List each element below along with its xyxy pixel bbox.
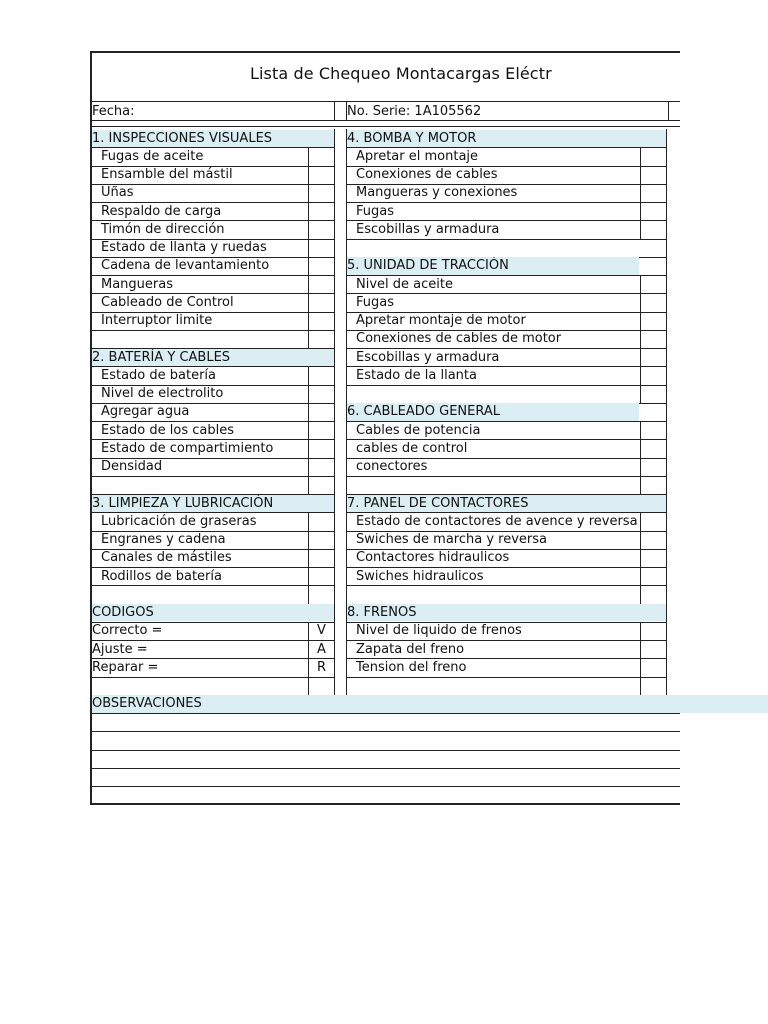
section-header: 8. FRENOS xyxy=(347,604,666,621)
check-box-line xyxy=(640,330,641,348)
col-line xyxy=(666,385,667,403)
section-header: 4. BOMBA Y MOTOR xyxy=(347,130,666,147)
checklist-item: Escobillas y armadura xyxy=(356,221,500,237)
observation-line xyxy=(92,731,680,732)
check-box-line xyxy=(640,531,641,549)
code-value: A xyxy=(317,641,326,657)
check-box-line xyxy=(640,476,641,494)
page-title: Lista de Chequeo Montacargas Eléctr xyxy=(250,64,552,83)
check-box-line xyxy=(640,312,641,330)
col-line xyxy=(666,312,667,330)
observation-line xyxy=(92,713,680,714)
checklist-item: Fugas de aceite xyxy=(101,148,204,164)
col-line xyxy=(334,439,335,457)
check-box-line xyxy=(640,184,641,202)
col-line xyxy=(334,585,335,603)
section-header: 1. INSPECCIONES VISUALES xyxy=(92,130,334,147)
col-line xyxy=(666,366,667,384)
col-line xyxy=(346,293,347,311)
check-box-line xyxy=(640,622,641,640)
check-box-line xyxy=(308,330,309,348)
checklist-item: Mangueras y conexiones xyxy=(356,185,518,201)
col-line xyxy=(666,275,667,293)
col-line xyxy=(666,512,667,530)
col-line xyxy=(334,385,335,403)
check-box-line xyxy=(308,257,309,275)
checklist-item: Swiches de marcha y reversa xyxy=(356,532,548,547)
header-divider xyxy=(668,101,669,120)
col-line xyxy=(334,567,335,585)
col-line xyxy=(346,330,347,348)
col-line xyxy=(666,147,667,165)
col-line xyxy=(346,184,347,202)
check-box-line xyxy=(308,220,309,238)
check-box-line xyxy=(308,512,309,530)
col-line xyxy=(346,585,347,603)
checklist-item: Estado de batería xyxy=(101,367,217,383)
col-line xyxy=(346,220,347,238)
check-box-line xyxy=(640,220,641,238)
checklist-item: Apretar montaje de motor xyxy=(356,313,526,328)
col-line xyxy=(346,677,347,695)
col-line xyxy=(334,494,335,512)
section-header: 6. CABLEADO GENERAL xyxy=(347,403,639,420)
header-gap-line xyxy=(92,126,680,127)
checklist-item xyxy=(347,385,665,402)
col-line xyxy=(666,220,667,238)
checklist-item: Estado de los cables xyxy=(101,422,234,438)
col-line xyxy=(334,549,335,567)
checklist-item: Estado de contactores de avence y reversa xyxy=(356,513,638,529)
col-line xyxy=(666,640,667,658)
observation-line xyxy=(92,750,680,751)
checklist-item: Zapata del freno xyxy=(356,641,465,657)
check-box-line xyxy=(308,239,309,257)
check-box-line xyxy=(308,585,309,603)
checklist-item: Respaldo de carga xyxy=(101,203,222,219)
check-box-line xyxy=(640,385,641,403)
col-line xyxy=(346,421,347,439)
col-line xyxy=(334,366,335,384)
checklist-item xyxy=(347,476,665,493)
checklist-item xyxy=(92,586,308,603)
col-line xyxy=(666,202,667,220)
col-line xyxy=(334,312,335,330)
checklist-item: Conexiones de cables xyxy=(356,167,498,182)
checklist-item: Swiches hidraulicos xyxy=(356,568,484,584)
col-line xyxy=(666,184,667,202)
checklist-item: conectores xyxy=(356,459,428,474)
col-line xyxy=(666,421,667,439)
col-line xyxy=(666,604,667,622)
col-line xyxy=(334,202,335,220)
check-box-line xyxy=(640,640,641,658)
check-box-line xyxy=(308,385,309,403)
col-line xyxy=(334,220,335,238)
checklist-item: Estado de la llanta xyxy=(356,367,477,383)
col-line xyxy=(666,293,667,311)
col-line xyxy=(334,275,335,293)
code-label: Reparar = xyxy=(92,659,159,675)
col-line xyxy=(346,166,347,184)
check-box-line xyxy=(308,549,309,567)
col-line xyxy=(334,257,335,275)
code-label: Correcto = xyxy=(92,623,163,639)
col-line xyxy=(334,147,335,165)
check-box-line xyxy=(640,677,641,695)
check-box-line xyxy=(640,202,641,220)
check-box-line xyxy=(308,293,309,311)
section-header: 5. UNIDAD DE TRACCIÓN xyxy=(347,257,639,274)
checklist-item: Cables de potencia xyxy=(356,422,481,438)
check-box-line xyxy=(308,677,309,695)
check-box-line xyxy=(640,166,641,184)
checklist-item: cables de control xyxy=(356,440,468,456)
col-line xyxy=(666,476,667,494)
checklist-item: Cadena de levantamiento xyxy=(101,258,270,274)
col-line xyxy=(334,129,335,147)
check-box-line xyxy=(308,312,309,330)
checklist-item: Conexiones de cables de motor xyxy=(356,331,562,347)
check-box-line xyxy=(640,549,641,567)
check-box-line xyxy=(308,202,309,220)
header-bottom-line xyxy=(92,120,680,121)
col-line xyxy=(334,677,335,695)
checklist-item: Escobillas y armadura xyxy=(356,349,500,365)
col-line xyxy=(346,385,347,403)
check-box-line xyxy=(308,567,309,585)
serial-label: No. Serie: 1A105562 xyxy=(347,103,482,119)
check-box-line xyxy=(640,421,641,439)
checklist-item xyxy=(347,586,665,603)
col-line xyxy=(346,604,347,622)
check-box-line xyxy=(640,567,641,585)
col-line xyxy=(666,330,667,348)
col-line xyxy=(666,658,667,676)
blank-cell xyxy=(347,239,640,256)
checklist-item: Engranes y cadena xyxy=(101,532,226,547)
header-top-line xyxy=(92,101,680,102)
col-line xyxy=(346,458,347,476)
checklist-item: Ensamble del mástil xyxy=(101,167,233,182)
col-line xyxy=(346,129,347,147)
checklist-item: Nivel de liquido de frenos xyxy=(356,623,522,639)
col-line xyxy=(334,184,335,202)
col-line xyxy=(666,166,667,184)
col-line xyxy=(666,622,667,640)
checklist-item: Mangueras xyxy=(101,276,173,292)
col-line xyxy=(334,421,335,439)
checklist-item: Contactores hidraulicos xyxy=(356,550,510,566)
checklist-item xyxy=(347,677,665,694)
checklist-item: Canales de mástiles xyxy=(101,550,232,566)
checklist-item: Agregar agua xyxy=(101,404,190,420)
date-label: Fecha: xyxy=(92,103,135,119)
col-line xyxy=(346,239,347,257)
checklist-item xyxy=(92,330,308,347)
col-line xyxy=(346,202,347,220)
check-box-line xyxy=(308,640,309,658)
checklist-item: Nivel de electrolito xyxy=(101,386,224,401)
check-box-line xyxy=(308,439,309,457)
col-line xyxy=(346,147,347,165)
col-line xyxy=(666,567,667,585)
check-box-line xyxy=(308,622,309,640)
col-line xyxy=(666,348,667,366)
checklist-item: Interruptor limite xyxy=(101,313,213,328)
check-box-line xyxy=(308,147,309,165)
code-value xyxy=(309,677,334,694)
col-line xyxy=(346,549,347,567)
observations-header-extension xyxy=(680,695,768,713)
checklist-item: Fugas xyxy=(356,203,394,219)
checklist-item: Cableado de Control xyxy=(101,294,234,310)
col-line xyxy=(666,531,667,549)
col-line xyxy=(346,476,347,494)
check-box-line xyxy=(308,658,309,676)
col-line xyxy=(334,531,335,549)
check-box-line xyxy=(640,293,641,311)
code-value: V xyxy=(317,623,326,639)
observations-header: OBSERVACIONES xyxy=(92,695,680,712)
checklist-item: Fugas xyxy=(356,294,394,310)
checklist-item: Tension del freno xyxy=(356,659,467,675)
col-line xyxy=(334,512,335,530)
check-box-line xyxy=(308,403,309,421)
observation-line xyxy=(92,786,680,787)
col-line xyxy=(666,549,667,567)
code-label xyxy=(92,677,308,694)
check-box-line xyxy=(308,366,309,384)
col-line xyxy=(334,239,335,257)
col-line xyxy=(334,476,335,494)
observation-line xyxy=(92,768,680,769)
col-line xyxy=(334,604,335,622)
checklist-item: Rodillos de batería xyxy=(101,568,222,584)
col-line xyxy=(334,293,335,311)
col-line xyxy=(334,403,335,421)
checklist-item: Estado de compartimiento xyxy=(101,440,274,456)
header-divider xyxy=(334,101,335,120)
col-line xyxy=(334,458,335,476)
col-line xyxy=(346,494,347,512)
col-line xyxy=(666,403,667,421)
check-box-line xyxy=(308,275,309,293)
check-box-line xyxy=(640,658,641,676)
checklist-item: Uñas xyxy=(101,185,134,201)
checklist-item xyxy=(92,476,308,493)
col-line xyxy=(346,640,347,658)
code-value: R xyxy=(316,659,327,675)
col-line xyxy=(346,366,347,384)
check-box-line xyxy=(640,147,641,165)
col-line xyxy=(346,531,347,549)
check-box-line xyxy=(640,439,641,457)
col-line xyxy=(346,658,347,676)
check-box-line xyxy=(308,166,309,184)
col-line xyxy=(334,640,335,658)
col-line xyxy=(666,585,667,603)
section-header: CODIGOS xyxy=(92,604,334,621)
check-box-line xyxy=(308,184,309,202)
check-box-line xyxy=(640,512,641,530)
check-box-line xyxy=(640,366,641,384)
col-line xyxy=(666,439,667,457)
check-box-line xyxy=(308,476,309,494)
code-label: Ajuste = xyxy=(92,641,148,657)
header-divider xyxy=(346,101,347,120)
section-header: 2. BATERÍA Y CABLES xyxy=(92,349,334,366)
col-line xyxy=(346,567,347,585)
col-line xyxy=(346,439,347,457)
col-line xyxy=(346,512,347,530)
checklist-item: Densidad xyxy=(101,459,163,474)
col-line xyxy=(346,257,347,275)
check-box-line xyxy=(640,585,641,603)
section-header: 3. LIMPIEZA Y LUBRICACIÓN xyxy=(92,495,334,512)
checklist-item: Nivel de aceite xyxy=(356,276,453,292)
checklist-item: Timón de dirección xyxy=(101,221,225,237)
col-line xyxy=(666,257,667,275)
col-line xyxy=(334,166,335,184)
check-box-line xyxy=(640,348,641,366)
col-line xyxy=(666,494,667,512)
col-line xyxy=(666,239,667,257)
col-line xyxy=(334,330,335,348)
col-line xyxy=(346,403,347,421)
col-line xyxy=(346,622,347,640)
checklist-item: Apretar el montaje xyxy=(356,148,479,164)
check-box-line xyxy=(308,421,309,439)
check-box-line xyxy=(308,458,309,476)
checklist-item: Estado de llanta y ruedas xyxy=(101,240,267,255)
section-header: 7. PANEL DE CONTACTORES xyxy=(347,495,666,512)
col-line xyxy=(346,348,347,366)
col-line xyxy=(334,658,335,676)
check-box-line xyxy=(308,531,309,549)
check-box-line xyxy=(640,275,641,293)
col-line xyxy=(666,677,667,695)
checklist-item: Lubricación de graseras xyxy=(101,513,257,529)
col-line xyxy=(334,348,335,366)
col-line xyxy=(666,458,667,476)
col-line xyxy=(346,312,347,330)
col-line xyxy=(334,622,335,640)
col-line xyxy=(346,275,347,293)
col-line xyxy=(666,129,667,147)
check-box-line xyxy=(640,458,641,476)
